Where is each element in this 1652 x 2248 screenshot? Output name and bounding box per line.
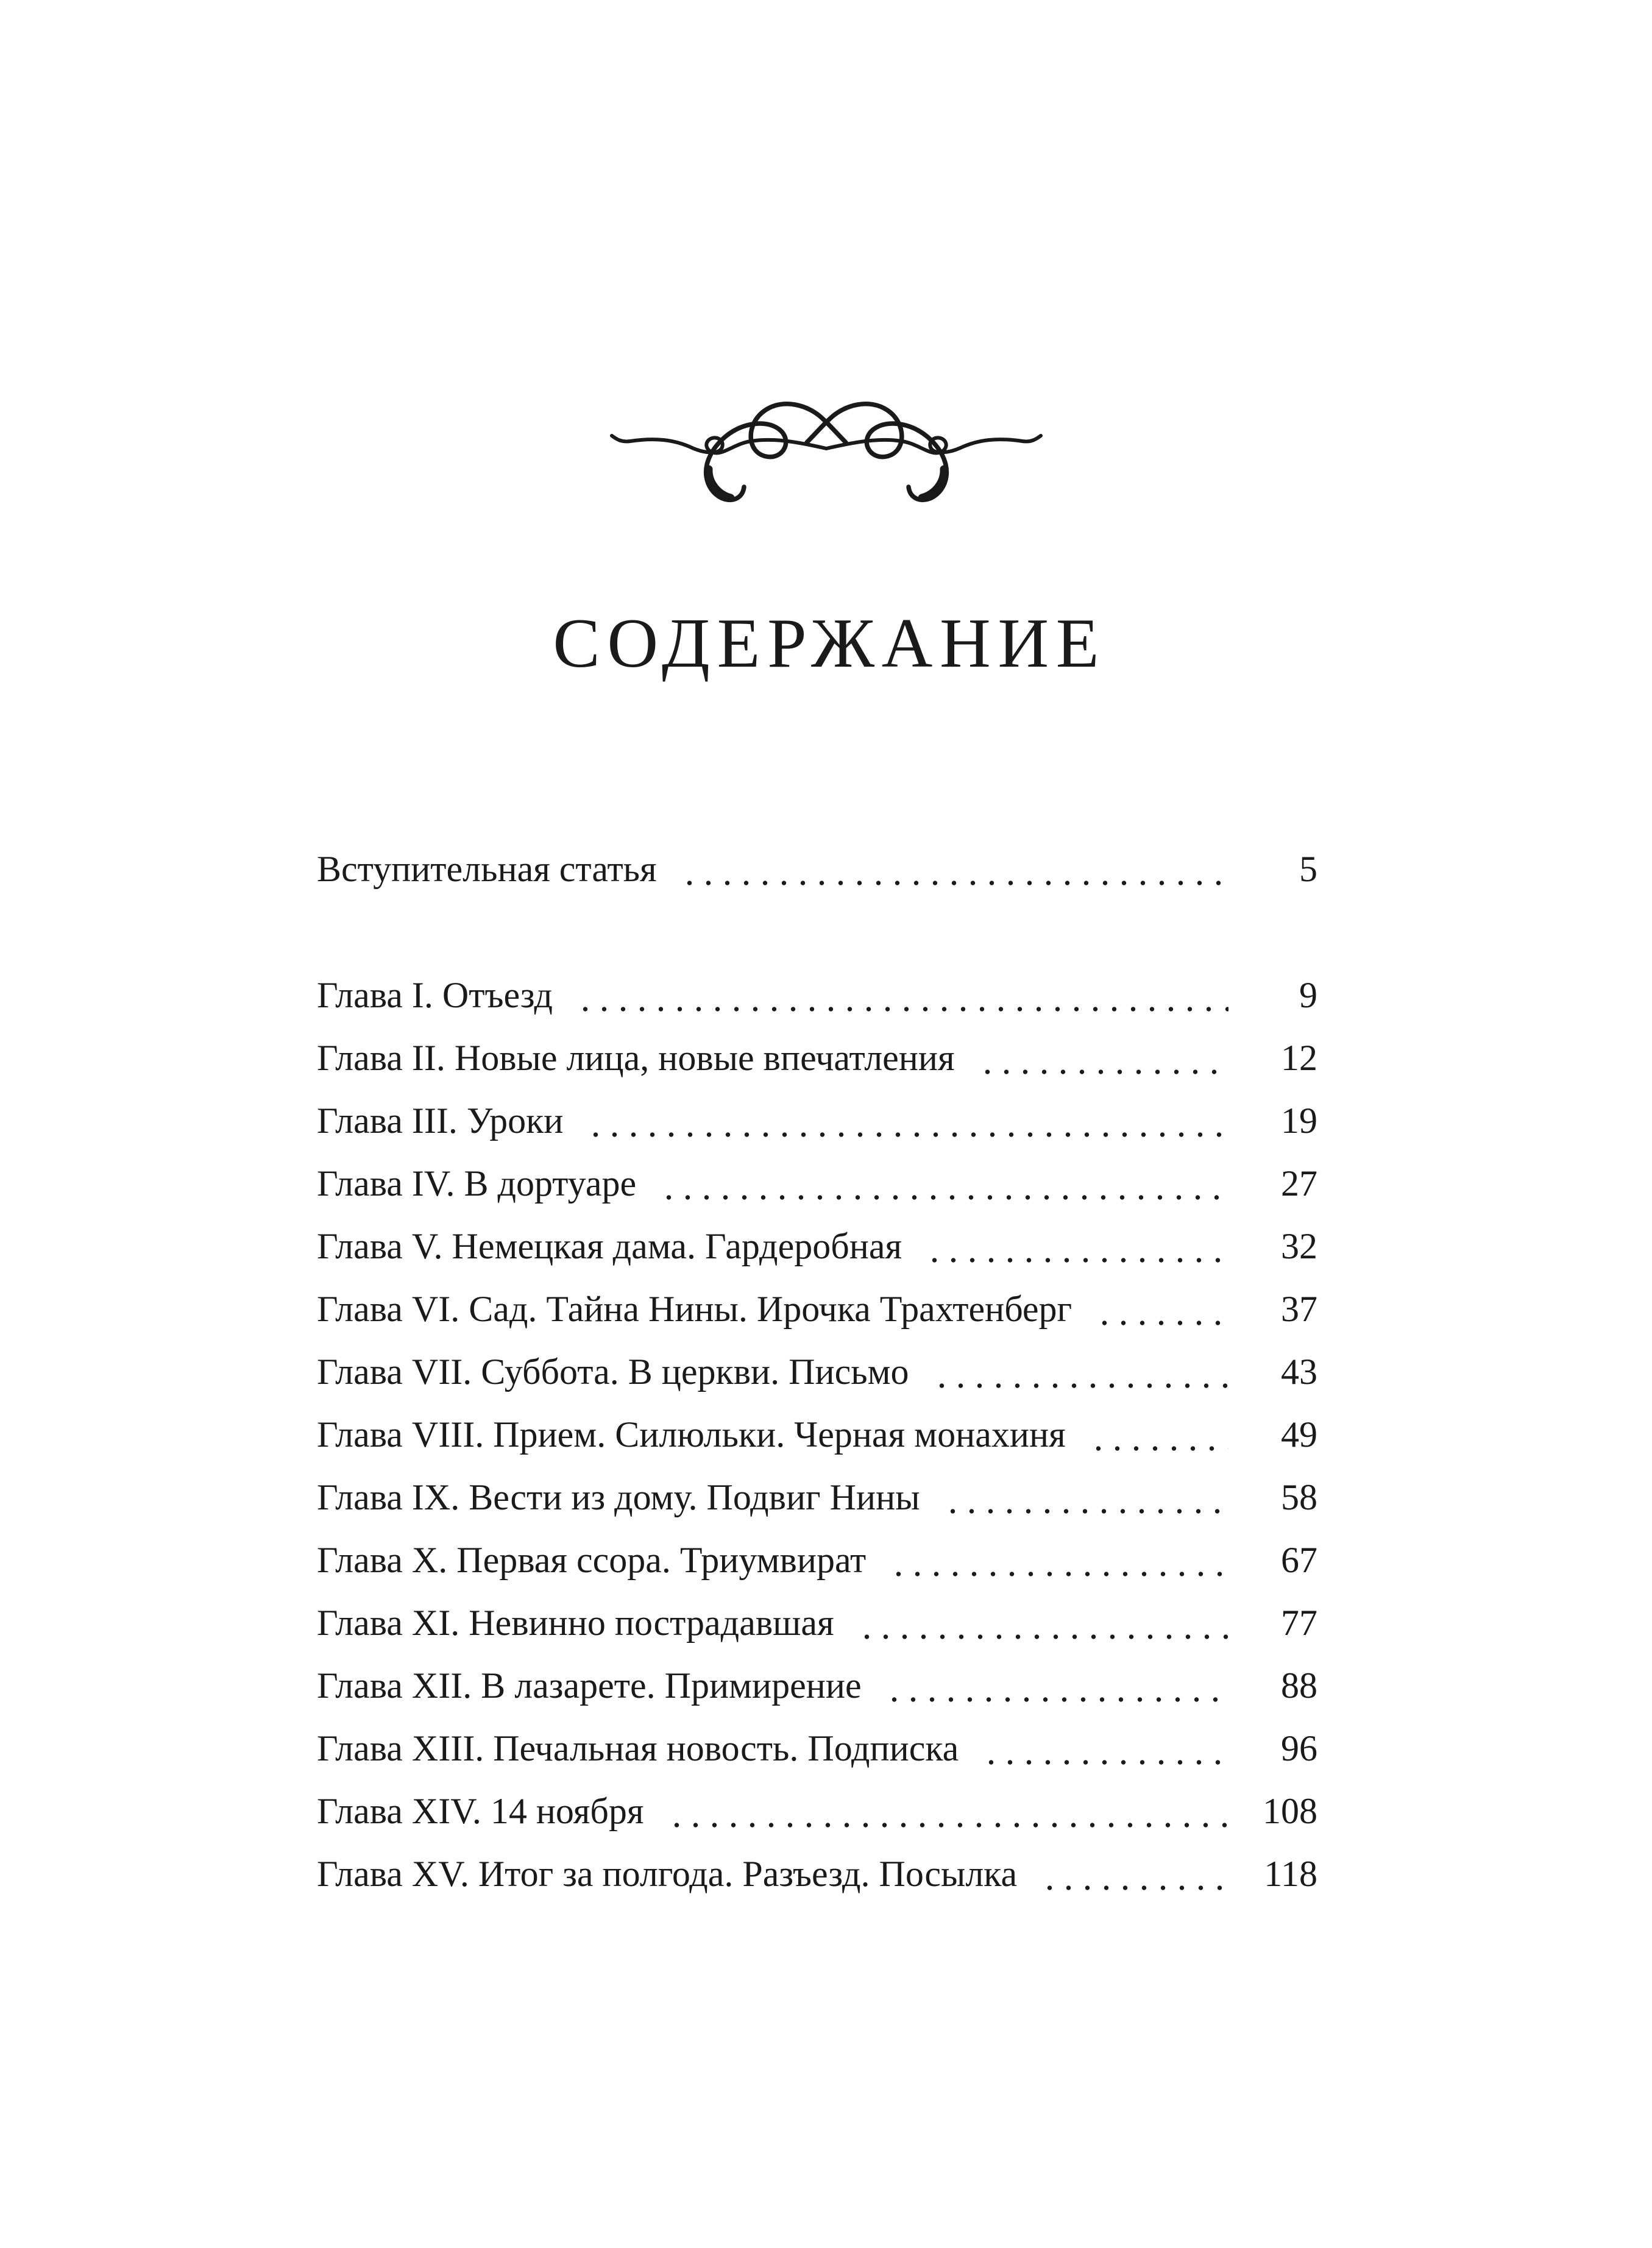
entry-label: Глава V. Немецкая дама. Гардеробная	[317, 1226, 902, 1266]
entry-label: Глава II. Новые лица, новые впечатления	[317, 1038, 955, 1078]
entry-page-number: 96	[1281, 1728, 1317, 1768]
entry-label: Глава IV. В дортуаре	[317, 1163, 637, 1204]
dot-leader	[1094, 1278, 1228, 1341]
entry-label: Вступительная статья	[317, 849, 657, 889]
entry-page-number: 37	[1281, 1289, 1317, 1329]
toc-list	[317, 838, 1317, 1906]
dot-leader	[575, 964, 1228, 1027]
entry-label: Глава XI. Невинно пострадавшая	[317, 1603, 834, 1643]
dot-leader	[1088, 1403, 1228, 1466]
entry-page-number: 58	[1281, 1477, 1317, 1517]
entry-label: Глава VIII. Прием. Силюльки. Черная монахиня	[317, 1414, 1066, 1455]
entry-page-number: 118	[1264, 1854, 1317, 1894]
toc-entry	[317, 1278, 1317, 1341]
entry-label: Глава VI. Сад. Тайна Нины. Ирочка Трахтенберг	[317, 1289, 1072, 1329]
entry-page-number: 88	[1281, 1665, 1317, 1706]
dot-leader	[924, 1215, 1228, 1278]
entry-label: Глава IX. Вести из дому. Подвиг Нины	[317, 1477, 920, 1517]
entry-label: Глава XII. В лазарете. Примирение	[317, 1665, 862, 1706]
toc-entry	[317, 1466, 1317, 1529]
toc-entry	[317, 1592, 1317, 1654]
entry-page-number: 27	[1281, 1163, 1317, 1204]
toc-entry	[317, 1152, 1317, 1215]
toc-entry	[317, 964, 1317, 1027]
dot-leader	[931, 1341, 1228, 1403]
entry-page-number: 9	[1299, 975, 1317, 1015]
dot-leader	[942, 1466, 1228, 1529]
toc-entry	[317, 1027, 1317, 1090]
toc-entry	[317, 1843, 1317, 1906]
entry-page-number: 67	[1281, 1540, 1317, 1580]
entry-label: Глава VII. Суббота. В церкви. Письмо	[317, 1352, 909, 1392]
entry-page-number: 108	[1263, 1791, 1317, 1831]
entry-page-number: 32	[1281, 1226, 1317, 1266]
entry-page-number: 5	[1299, 849, 1317, 889]
toc-entry	[317, 1215, 1317, 1278]
dot-leader	[884, 1654, 1228, 1717]
dot-leader	[856, 1592, 1228, 1654]
dot-leader	[977, 1027, 1228, 1090]
toc-entry	[317, 1403, 1317, 1466]
page-title: СОДЕРЖАНИЕ	[553, 605, 1107, 683]
toc-entry	[317, 1717, 1317, 1780]
entry-label: Глава XV. Итог за полгода. Разъезд. Посылка	[317, 1854, 1018, 1894]
toc-entry	[317, 838, 1317, 901]
toc-entry	[317, 1529, 1317, 1592]
entry-page-number: 49	[1281, 1414, 1317, 1455]
calligraphic-flourish-icon	[0, 395, 1652, 511]
entry-label: Глава I. Отъезд	[317, 975, 553, 1015]
entry-label: Глава XIV. 14 ноября	[317, 1791, 644, 1831]
dot-leader	[585, 1090, 1228, 1152]
toc-entry	[317, 1780, 1317, 1843]
dot-leader	[888, 1529, 1228, 1592]
entry-label: Глава X. Первая ссора. Триумвират	[317, 1540, 867, 1580]
entry-page-number: 43	[1281, 1352, 1317, 1392]
entry-page-number: 19	[1281, 1101, 1317, 1141]
toc-entry	[317, 1654, 1317, 1717]
toc-entry	[317, 1090, 1317, 1152]
entry-page-number: 12	[1281, 1038, 1317, 1078]
dot-leader	[658, 1152, 1228, 1215]
dot-leader	[980, 1717, 1228, 1780]
dot-leader	[1039, 1843, 1228, 1906]
dot-leader	[679, 838, 1228, 901]
entry-label: Глава XIII. Печальная новость. Подписка	[317, 1728, 959, 1768]
toc-entry	[317, 1341, 1317, 1403]
entry-label: Глава III. Уроки	[317, 1101, 564, 1141]
dot-leader	[666, 1780, 1228, 1843]
entry-page-number: 77	[1281, 1603, 1317, 1643]
